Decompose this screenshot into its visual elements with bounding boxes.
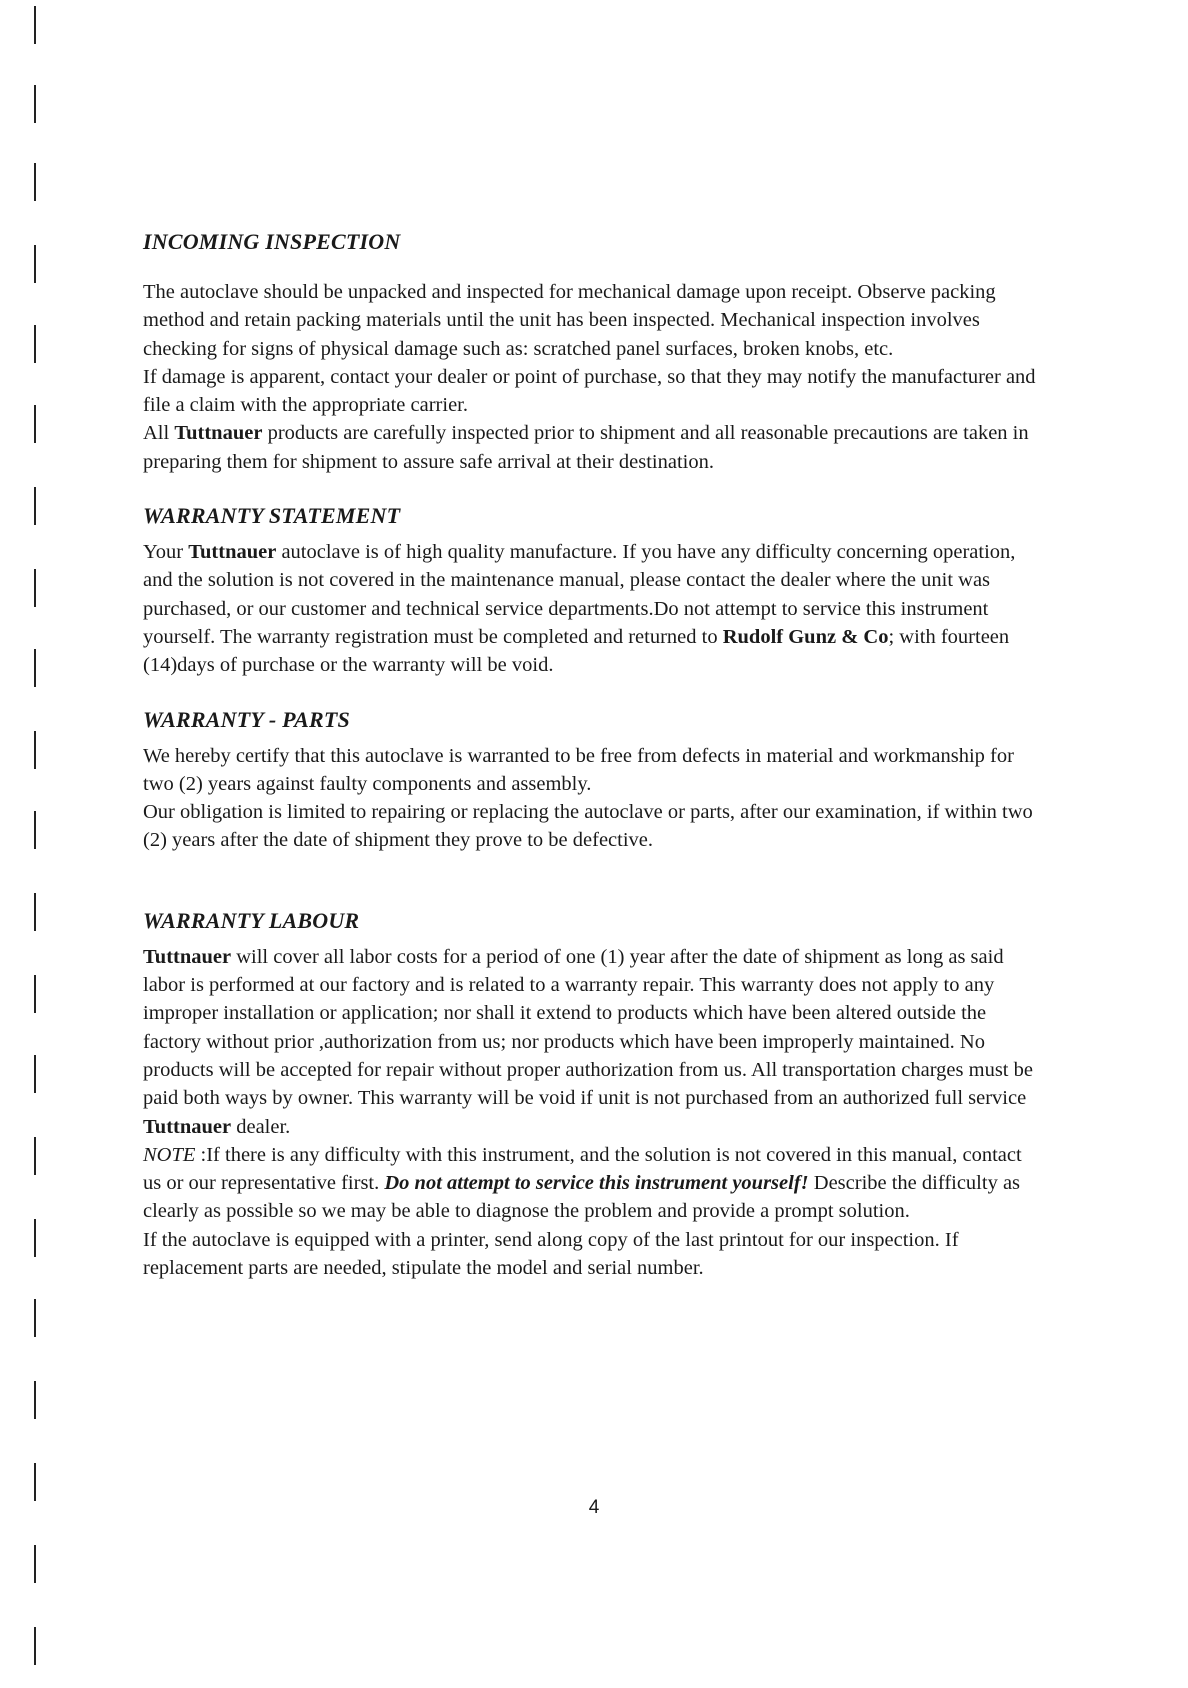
paragraph: If damage is apparent, contact your dealer or point of purchase, so that they may notify the manufacturer and file a claim with the appropriate carrier. [143,365,1036,417]
binding-mark [34,245,36,283]
binding-mark [34,1299,36,1337]
binding-mark [34,1463,36,1501]
text-run: :If there is any difficulty with this instrument, and the solution is not covered in this manual, contact us or our representative first. [143,1143,1022,1195]
text-run: autoclave is of high quality manufacture. If you have any difficulty concerning operation, and the solution is not covered in the maintenance manual, please contact the dealer where the unit was purchased, or our customer and technical service departments.Do not attempt to service this instrument yourself. The warranty registration must be completed and returned to [143,541,1016,648]
binding-mark [34,6,36,44]
document-body [143,228,1043,1282]
binding-mark [34,649,36,687]
text-run: All [143,422,175,445]
paragraph: If the autoclave is equipped with a printer, send along copy of the last printout for our inspection. If replacement parts are needed, stipulate the model and serial number. [143,1228,959,1280]
binding-hole-marks [34,0,38,1688]
text-run: dealer. [231,1115,291,1138]
section-heading: INCOMING INSPECTION [143,229,401,254]
text-run: will cover all labor costs for a period of one (1) year after the date of shipment as long as said labor is performed at our factory and is related to a warranty repair. This warranty does not apply to any improper installation or application; nor shall it extend to products which have been altered outside the factory without prior ,authorization from us; nor products which have been improperly maintained. No products will be accepted for repair without proper authorization from us. All transportation charges must be paid both ways by owner. This warranty will be void if unit is not purchased from an authorized full service [143,945,1033,1110]
binding-mark [34,85,36,123]
page-number: 4 [588,1497,600,1518]
text-run: Your [143,541,189,564]
binding-mark [34,569,36,607]
binding-mark [34,811,36,849]
binding-mark [34,1627,36,1665]
section-warranty-labour [143,907,1043,1283]
paragraph: The autoclave should be unpacked and inspected for mechanical damage upon receipt. Observe packing method and retain packing materials until the unit has been inspected. Mechanical inspection involves checking for signs of physical damage such as: scratched panel surfaces, broken knobs, etc. [143,281,996,360]
section-warranty-parts [143,706,1043,855]
binding-mark [34,1219,36,1257]
binding-mark [34,1137,36,1175]
section-heading: WARRANTY STATEMENT [143,503,401,529]
binding-mark [34,731,36,769]
section-warranty-statement [143,502,1043,679]
binding-mark [34,325,36,363]
binding-mark [34,163,36,201]
binding-mark [34,487,36,525]
company-name: Rudolf Gunz & Co [722,625,889,648]
text-run: ; with fourteen (14)days of purchase or the warranty will be void. [143,625,1010,677]
paragraph [143,943,1043,1141]
brand-name: Tuttnauer [188,541,277,564]
paragraph [143,538,1043,679]
binding-mark [34,405,36,443]
note-label: NOTE [143,1143,196,1166]
brand-name: Tuttnauer [174,422,263,445]
binding-mark [34,1381,36,1419]
paragraph: We hereby certify that this autoclave is warranted to be free from defects in material and workmanship for two (2) years against faulty components and assembly. [143,744,1014,795]
brand-name: Tuttnauer [143,1115,232,1138]
binding-mark [34,893,36,931]
binding-mark [34,1545,36,1583]
section-heading: WARRANTY - PARTS [143,706,350,732]
section-heading: WARRANTY LABOUR [143,907,360,933]
paragraph [143,419,1043,476]
section-incoming-inspection [143,228,1043,476]
text-run: Describe the difficulty as clearly as possible so we may be able to diagnose the problem and provide a prompt solution. [143,1172,1021,1223]
emphasized-warning: Do not attempt to service this instrument yourself! [384,1172,809,1195]
note-paragraph [143,1141,1043,1226]
binding-mark [34,975,36,1013]
text-run: products are carefully inspected prior to shipment and all reasonable precautions are taken in preparing them for shipment to assure safe arrival at their destination. [143,422,1029,473]
brand-name: Tuttnauer [143,945,232,968]
paragraph: Our obligation is limited to repairing or replacing the autoclave or parts, after our examination, if within two (2) years after the date of shipment they prove to be defective. [143,801,1033,852]
binding-mark [34,1055,36,1093]
